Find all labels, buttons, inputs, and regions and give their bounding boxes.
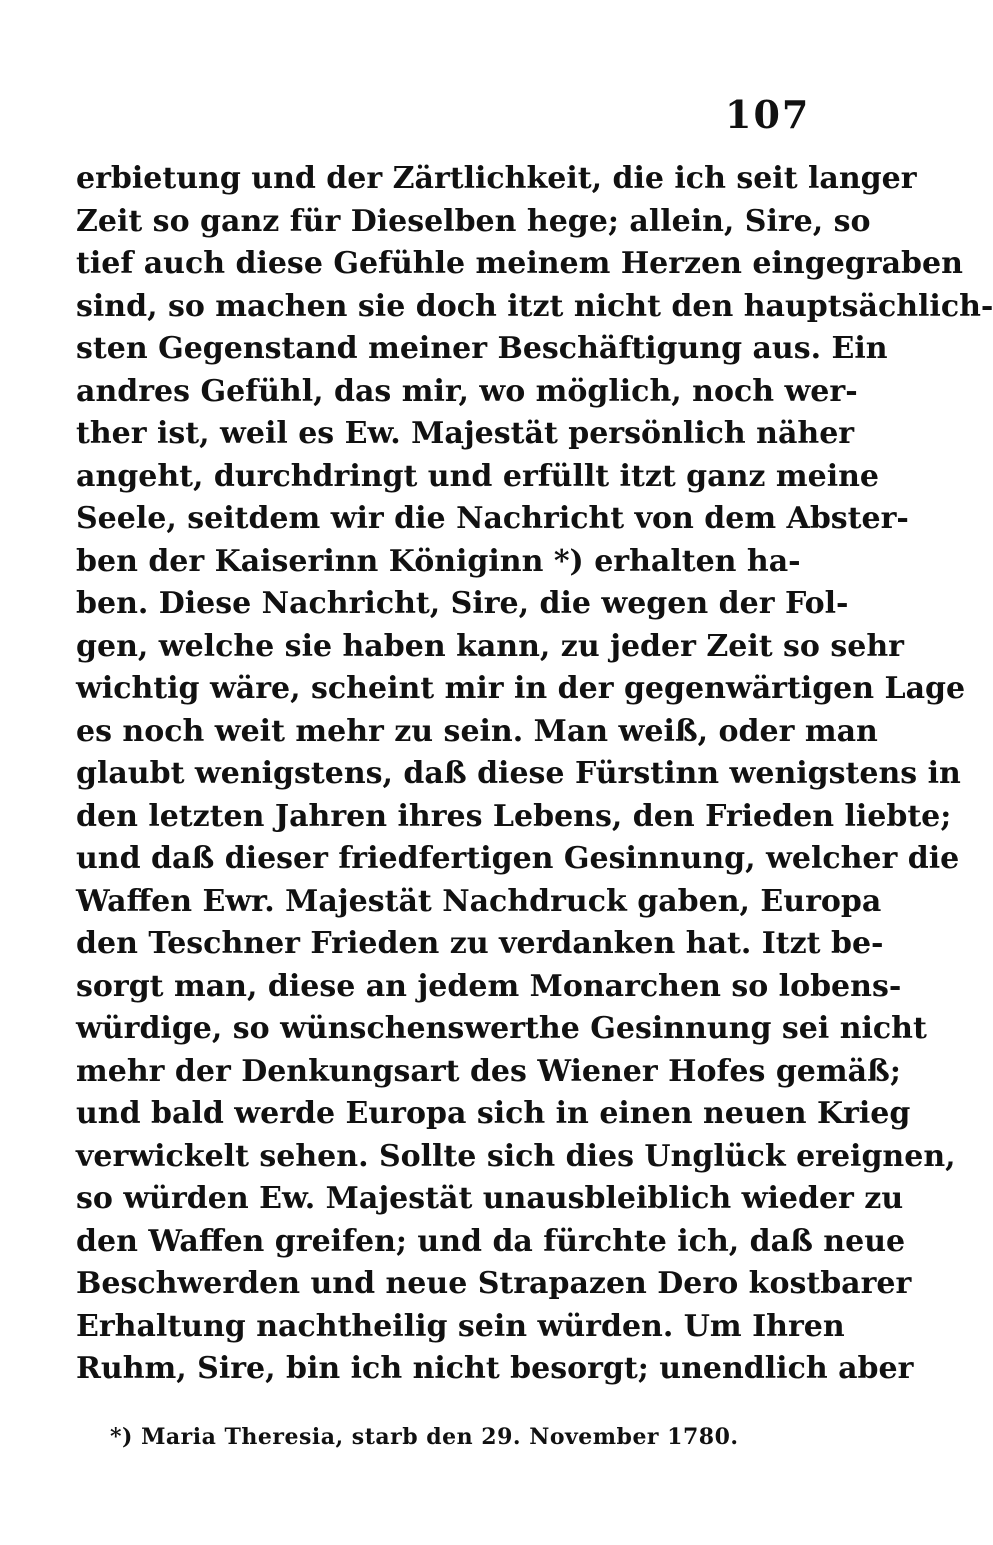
text-line: Ruhm, Sire, bin ich nicht besorgt; unendlich aber	[76, 1351, 914, 1386]
text-line: den Waffen greifen; und da fürchte ich, daß neue	[76, 1223, 906, 1259]
text-line: andres Gefühl, das mir, wo möglich, noch wer-	[76, 373, 858, 409]
text-line: angeht, durchdringt und erfüllt itzt ganz meine	[76, 458, 879, 494]
text-line: so würden Ew. Majestät unausbleiblich wieder zu	[76, 1181, 904, 1216]
text-line: Erhaltung nachtheilig sein würden. Um Ihren	[76, 1308, 845, 1344]
text-line: würdige, so wünschenswerthe Gesinnung sei nicht	[76, 1011, 927, 1046]
text-line: ther ist, weil es Ew. Majestät persönlich näher	[76, 416, 855, 451]
text-line: Waffen Ewr. Majestät Nachdruck gaben, Europa	[76, 883, 882, 919]
text-line: tief auch diese Gefühle meinem Herzen eingegraben	[76, 246, 963, 281]
text-line: es noch weit mehr zu sein. Man weiß, oder man	[76, 713, 878, 749]
text-line: Zeit so ganz für Dieselben hege; allein, Sire, so	[76, 203, 871, 239]
text-line: glaubt wenigstens, daß diese Fürstinn wenigstens in	[76, 756, 961, 791]
text-line: den Teschner Frieden zu verdanken hat. Itzt be-	[76, 926, 884, 961]
text-line: sten Gegenstand meiner Beschäftigung aus. Ein	[76, 331, 888, 366]
text-line: erbietung und der Zärtlichkeit, die ich seit langer	[76, 161, 917, 196]
text-line: Beschwerden und neue Strapazen Dero kostbarer	[76, 1266, 912, 1301]
page-number: 107	[725, 92, 811, 137]
text-line: und daß dieser friedfertigen Gesinnung, welcher die	[76, 841, 960, 876]
text-line: und bald werde Europa sich in einen neuen Krieg	[76, 1096, 911, 1131]
text-line: ben. Diese Nachricht, Sire, die wegen der Fol-	[76, 586, 849, 621]
text-line: ben der Kaiserinn Königinn *) erhalten ha-	[76, 543, 801, 579]
text-line: verwickelt sehen. Sollte sich dies Unglück ereignen,	[76, 1138, 956, 1174]
text-line: wichtig wäre, scheint mir in der gegenwärtigen Lage	[76, 671, 966, 706]
text-line: gen, welche sie haben kann, zu jeder Zeit so sehr	[76, 628, 904, 664]
text-line: sind, so machen sie doch itzt nicht den hauptsächlich-	[76, 288, 993, 324]
text-line: Seele, seitdem wir die Nachricht von dem Abster-	[76, 501, 909, 536]
text-line: sorgt man, diese an jedem Monarchen so lobens-	[76, 968, 902, 1004]
text-line: mehr der Denkungsart des Wiener Hofes gemäß;	[76, 1053, 901, 1089]
body-text	[76, 158, 993, 1391]
text-line: den letzten Jahren ihres Lebens, den Frieden liebte;	[76, 798, 952, 834]
footnote: *) Maria Theresia, starb den 29. November 1780.	[110, 1424, 739, 1450]
